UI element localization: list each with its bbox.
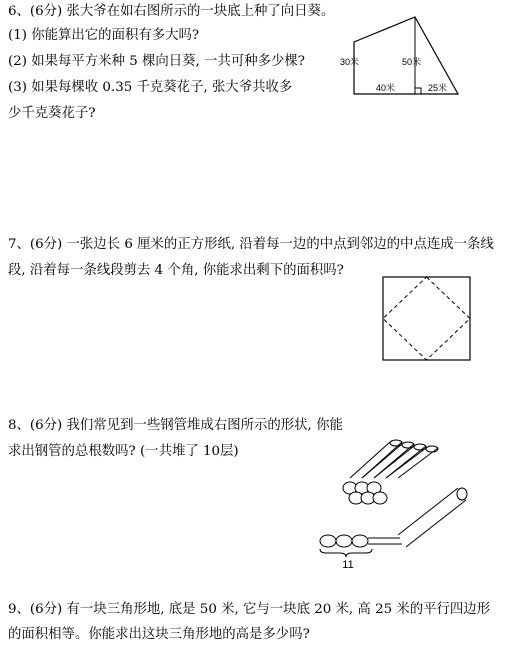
q6-base-right-label: 25米 [428, 83, 448, 93]
q6-sub1: (1) 你能算出它的面积有多大吗? [8, 28, 200, 43]
q8-bottom-count-label: 11 [342, 559, 354, 570]
q6-title: 6、(6分) 张大爷在如右图所示的一块底上种了向日葵。 [8, 4, 335, 19]
q9-line2: 的面积相等。你能求出这块三角形地的高是多少吗? [8, 627, 310, 642]
q8-line1: 8、(6分) 我们常见到一些钢管堆成右图所示的形状, 你能 [8, 418, 343, 433]
q7-square-figure [382, 276, 472, 362]
q8-line2: 求出钢管的总根数吗? (一共堆了 10层) [8, 444, 239, 459]
q6-sub3b: 少千克葵花子? [8, 106, 96, 121]
q6-left-side-label: 30米 [340, 57, 360, 67]
q6-base-left-label: 40米 [376, 83, 396, 93]
q9-line1: 9、(6分) 有一块三角形地, 底是 50 米, 它与一块底 20 米, 高 25 米的平行四边形 [8, 602, 491, 617]
q6-height-label: 50米 [402, 57, 422, 67]
q7-line2: 段, 沿着每一条线段剪去 4 个角, 你能求出剩下的面积吗? [8, 263, 344, 278]
q6-sub3a: (3) 如果每棵收 0.35 千克葵花子, 张大爷共收多 [8, 80, 293, 95]
q8-pipe-stack-figure [310, 430, 485, 570]
q6-sub2: (2) 如果每平方米种 5 棵向日葵, 一共可种多少棵? [8, 54, 305, 69]
q6-trapezoid-figure [330, 12, 480, 100]
q7-line1: 7、(6分) 一张边长 6 厘米的正方形纸, 沿着每一边的中点到邻边的中点连成一条线 [8, 237, 494, 252]
